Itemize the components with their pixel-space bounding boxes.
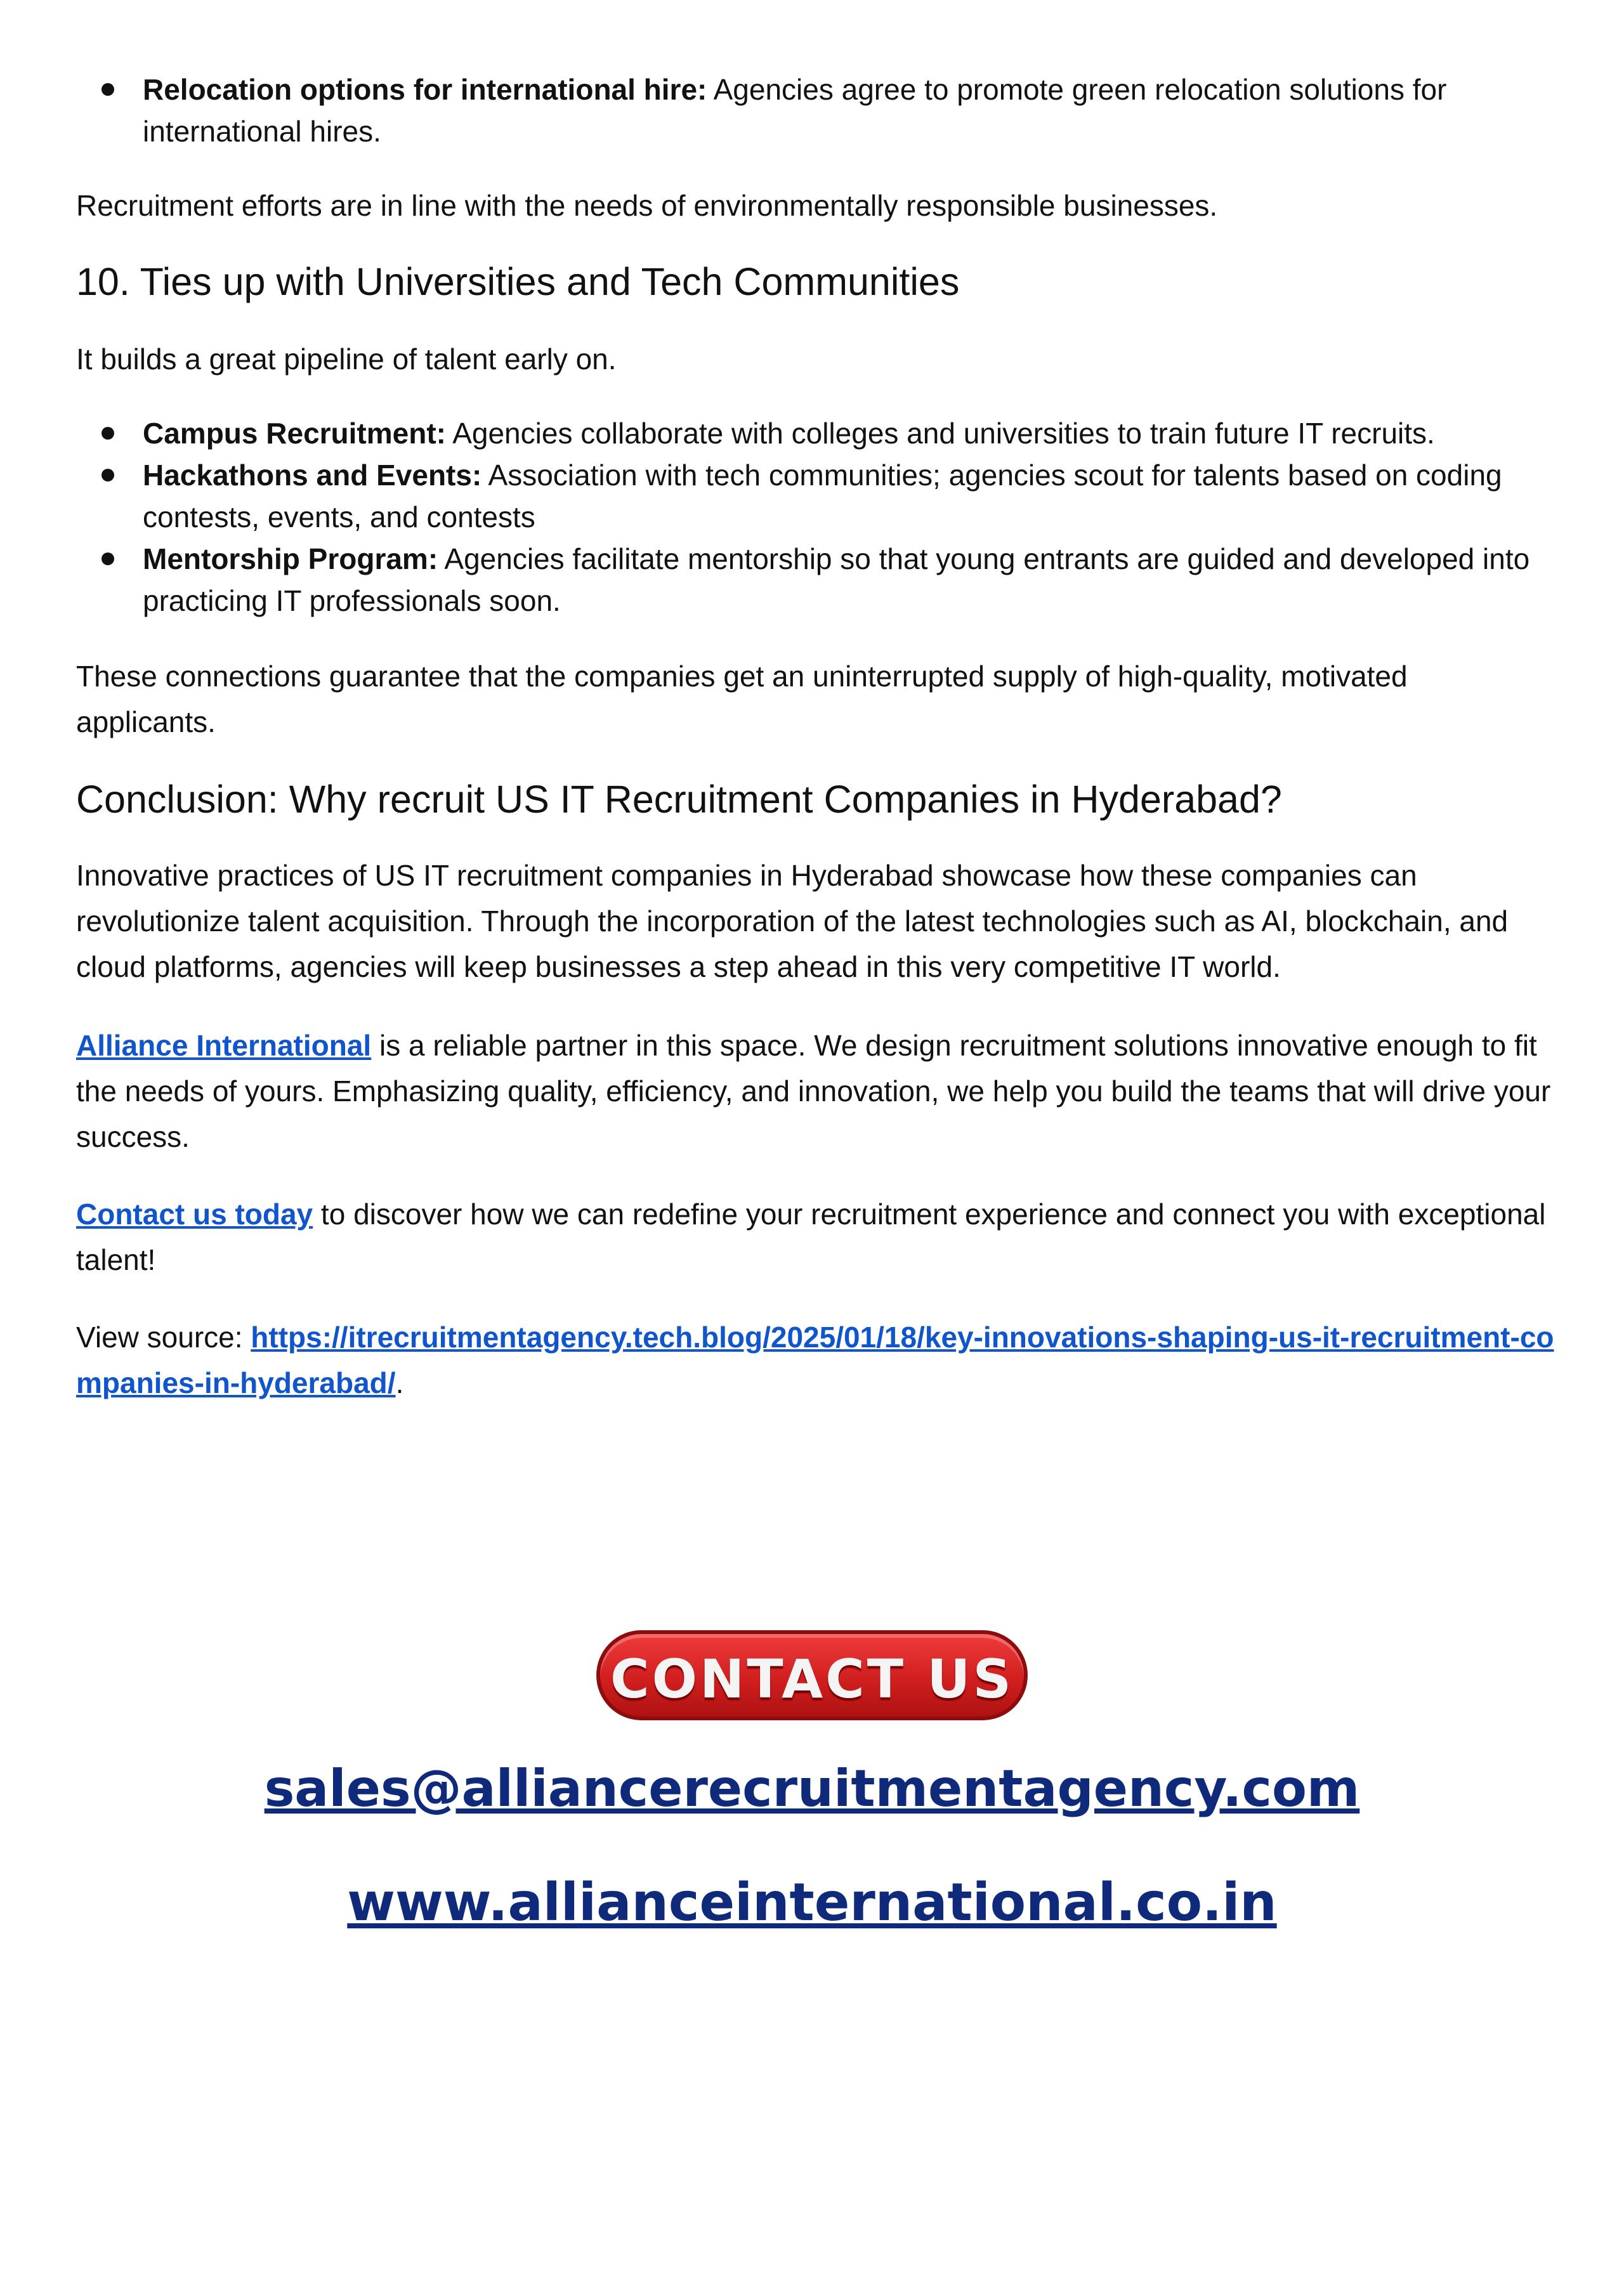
website-link[interactable]: www.allianceinternational.co.in (347, 1873, 1277, 1933)
bullet-label: Hackathons and Events: (143, 459, 482, 492)
paragraph-alliance (76, 1023, 1554, 1160)
bullet-dot (102, 427, 114, 440)
source-end: . (395, 1366, 404, 1399)
email-link[interactable]: sales@alliancerecruitmentagency.com (264, 1759, 1360, 1818)
paragraph-innovative (76, 853, 1554, 990)
bullet-label: Mentorship Program: (143, 542, 438, 575)
contact-us-today-link[interactable]: Contact us today (76, 1198, 313, 1231)
ties-list (76, 412, 1554, 622)
alliance-international-link[interactable]: Alliance International (76, 1029, 372, 1062)
bullet-text: Agencies agree to promote green relocation solutions for international hires. (143, 73, 1447, 148)
contact-us-button[interactable]: CONTACT US (596, 1630, 1028, 1720)
bullet-dot (102, 552, 114, 565)
list-item (76, 538, 1554, 622)
list-item (76, 412, 1554, 454)
list-item (76, 454, 1554, 538)
document-page (76, 63, 1554, 1406)
paragraph-pipeline: It builds a great pipeline of talent early on. (76, 343, 617, 376)
bullet-label: Relocation options for international hire: (143, 73, 707, 106)
bullet-text: Agencies facilitate mentorship so that young entrants are guided and developed into practicing IT professionals soon. (143, 542, 1530, 617)
website-row (0, 1871, 1624, 1935)
section-heading-conclusion: Conclusion: Why recruit US IT Recruitment Companies in Hyderabad? (76, 778, 1282, 821)
paragraph-source (76, 1314, 1554, 1406)
list-item (76, 69, 1554, 152)
source-url-link[interactable]: https://itrecruitmentagency.tech.blog/2025/01/18/key-innovations-shaping-us-it-recruitment-companies-in-hyderabad/ (76, 1321, 1554, 1399)
paragraph-environment: Recruitment efforts are in line with the needs of environmentally responsible businesses. (76, 189, 1218, 222)
contact-text: to discover how we can redefine your recruitment experience and connect you with exceptional talent! (76, 1198, 1546, 1276)
relocation-list (76, 69, 1554, 152)
paragraph-innovative-text: Innovative practices of US IT recruitment companies in Hyderabad showcase how these companies can revolutionize talent acquisition. Through the incorporation of the latest technologies such as AI, blockchain, and cloud platforms, agencies will keep businesses a step ahead in this very competitive IT world. (76, 859, 1509, 983)
bullet-dot (102, 83, 114, 96)
bullet-label: Campus Recruitment: (143, 417, 446, 450)
bullet-text: Association with tech communities; agencies scout for talents based on coding contests, events, and contests (143, 459, 1502, 533)
source-label: View source: (76, 1321, 251, 1354)
paragraph-connections: These connections guarantee that the companies get an uninterrupted supply of high-quality, motivated applicants. (76, 660, 1408, 738)
bullet-dot (102, 469, 114, 481)
paragraph-contact (76, 1191, 1554, 1283)
alliance-text: is a reliable partner in this space. We design recruitment solutions innovative enough to fit the needs of yours. Emphasizing quality, efficiency, and innovation, we help you build the teams that will drive your success. (76, 1029, 1551, 1153)
bullet-text: Agencies collaborate with colleges and universities to train future IT recruits. (445, 417, 1435, 450)
contact-section (0, 1630, 1624, 1720)
email-row (0, 1757, 1624, 1821)
section-heading-10: 10. Ties up with Universities and Tech Communities (76, 260, 960, 303)
